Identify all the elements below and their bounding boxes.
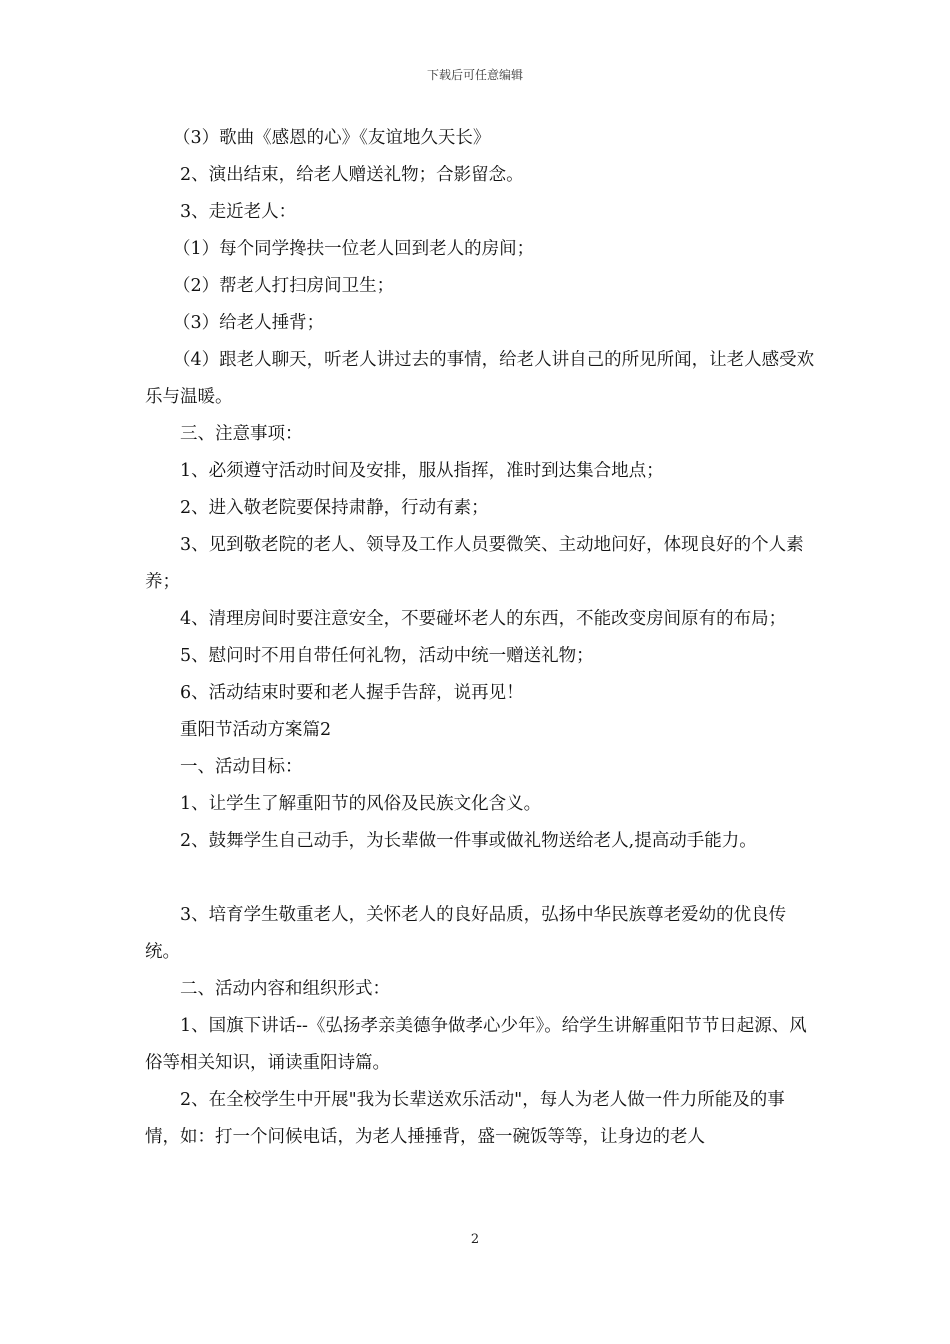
paragraph: 1、让学生了解重阳节的风俗及民族文化含义。 [180,794,542,814]
paragraph: 3、见到敬老院的老人、领导及工作人员要微笑、主动地问好，体现良好的个人素养； [145,535,804,592]
paragraph: 6、活动结束时要和老人握手告辞，说再见！ [180,683,524,703]
paragraph: 3、培育学生敬重老人，关怀老人的良好品质，弘扬中华民族尊老爱幼的优良传统。 [145,905,787,962]
paragraph: 2、演出结束，给老人赠送礼物；合影留念。 [180,165,524,185]
paragraph: 2、进入敬老院要保持肃静，行动有素； [180,498,489,518]
section-heading: 三、注意事项： [180,424,303,444]
paragraph: 5、慰问时不用自带任何礼物，活动中统一赠送礼物； [180,646,594,666]
document-body [145,120,817,1156]
page-header: 下载后可任意编辑 [426,68,523,82]
paragraph: （3）歌曲《感恩的心》《友谊地久天长》 [173,128,491,148]
paragraph: （4）跟老人聊天，听老人讲过去的事情，给老人讲自己的所见所闻，让老人感受欢乐与温暖。 [145,350,815,407]
article-title: 重阳节活动方案篇2 [180,720,332,740]
blank-line [145,860,817,897]
paragraph: （1）每个同学搀扶一位老人回到老人的房间； [173,239,535,259]
paragraph: 1、必须遵守活动时间及安排，服从指挥，准时到达集合地点； [180,461,664,481]
paragraph: （2）帮老人打扫房间卫生； [173,276,395,296]
section-heading: 一、活动目标： [180,757,303,777]
page-number: 2 [470,1232,480,1247]
paragraph: 1、国旗下讲话--《弘扬孝亲美德争做孝心少年》。给学生讲解重阳节节日起源、风俗等相关知识，诵读重阳诗篇。 [145,1016,807,1073]
paragraph: 2、在全校学生中开展"我为长辈送欢乐活动"，每人为老人做一件力所能及的事情，如：打一个问候电话，为老人捶捶背，盛一碗饭等等，让身边的老人 [145,1090,785,1147]
paragraph: 2、鼓舞学生自己动手，为长辈做一件事或做礼物送给老人,提高动手能力。 [180,831,757,851]
paragraph: 4、清理房间时要注意安全，不要碰坏老人的东西，不能改变房间原有的布局； [180,609,787,629]
paragraph: 3、走近老人： [180,202,297,222]
section-heading: 二、活动内容和组织形式： [180,979,390,999]
paragraph: （3）给老人捶背； [173,313,325,333]
